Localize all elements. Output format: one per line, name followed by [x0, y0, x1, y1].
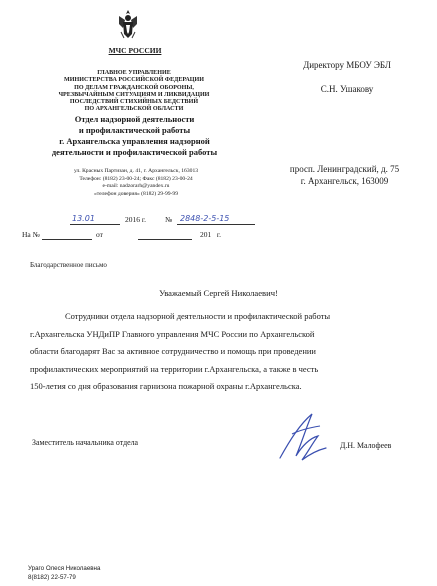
signer-title: Заместитель начальника отдела — [32, 438, 139, 447]
dept-line: деятельности и профилактической работы — [51, 147, 218, 157]
emchs-emblem-icon — [115, 8, 141, 42]
signer-name: Д.Н. Малофеев — [340, 441, 392, 450]
recipient-address — [262, 163, 427, 187]
address-line: Телефон: (8182) 23-00-24; Факс (8182) 23-00-24 — [79, 175, 193, 182]
reference-from-label: от — [96, 230, 103, 239]
registration-number: 2848-2-5-15 — [180, 214, 230, 223]
registration-number-label: № — [165, 215, 173, 224]
body-line: профилактических мероприятий на территории г.Архангельска, а также в честь — [30, 363, 319, 374]
body-line: области благодарят Вас за активное сотрудничество и помощь при проведении — [30, 346, 316, 356]
handwritten-signature — [272, 410, 332, 465]
org-line: МИНИСТЕРСТВА РОССИЙСКОЙ ФЕДЕРАЦИИ — [64, 77, 204, 84]
registration-line — [30, 215, 230, 227]
organization-name — [40, 70, 228, 114]
org-line: ГЛАВНОЕ УПРАВЛЕНИЕ — [97, 70, 171, 76]
recipient-block — [272, 58, 422, 96]
department-name — [32, 114, 237, 158]
body-line: Сотрудники отдела надзорной деятельности и профилактической работы — [65, 311, 331, 321]
dept-line: г. Архангельска управления надзорной — [59, 136, 210, 146]
org-line: ПОСЛЕДСТВИЙ СТИХИЙНЫХ БЕДСТВИЙ — [69, 99, 199, 106]
salutation: Уважаемый Сергей Николаевич! — [159, 288, 278, 298]
letter-body — [30, 308, 415, 396]
registration-year: 2016 г. — [125, 215, 146, 224]
body-line: г.Архангельска УНДиПР Главного управления МЧС России по Архангельской — [30, 328, 315, 339]
recipient-city: г. Архангельск, 163009 — [300, 176, 389, 186]
reference-label: На № — [22, 230, 40, 239]
executor-phone: 8(8182) 22-57-79 — [28, 574, 76, 581]
sender-address — [46, 168, 226, 198]
dept-line: Отдел надзорной деятельности — [74, 114, 195, 124]
registration-date: 13.01 — [72, 214, 95, 223]
org-line: ЧРЕЗВЫЧАЙНЫМ СИТУАЦИЯМ И ЛИКВИДАЦИИ — [58, 91, 210, 98]
recipient-name: С.Н. Ушакову — [320, 84, 374, 94]
dept-line: и профилактической работы — [78, 125, 191, 135]
executor-name: Ураго Олеся Николаевна — [28, 565, 101, 572]
address-line: «телефон доверия» (8182) 29-99-99 — [94, 190, 178, 197]
executor-block — [28, 564, 100, 582]
recipient-street: просп. Ленинградский, д. 75 — [289, 164, 400, 174]
recipient-position: Директору МБОУ ЭБЛ — [303, 60, 391, 70]
org-line: ПО АРХАНГЕЛЬСКОЙ ОБЛАСТИ — [84, 106, 184, 113]
org-line: ПО ДЕЛАМ ГРАЖДАНСКОЙ ОБОРОНЫ, — [74, 84, 194, 91]
address-line: ул. Красных Партизан, д. 41, г. Архангельск, 163013 — [73, 168, 199, 174]
reference-year: 201 г. — [200, 230, 221, 239]
body-line: 150-летия со дня образования гарнизона пожарной охраны г.Архангельска. — [30, 381, 302, 391]
ministry-short-name: МЧС РОССИИ — [108, 46, 162, 55]
address-line: e-mail: nadzorarh@yandex.ru — [102, 183, 170, 190]
reference-line — [22, 230, 230, 242]
document-type: Благодарственное письмо — [30, 261, 107, 269]
